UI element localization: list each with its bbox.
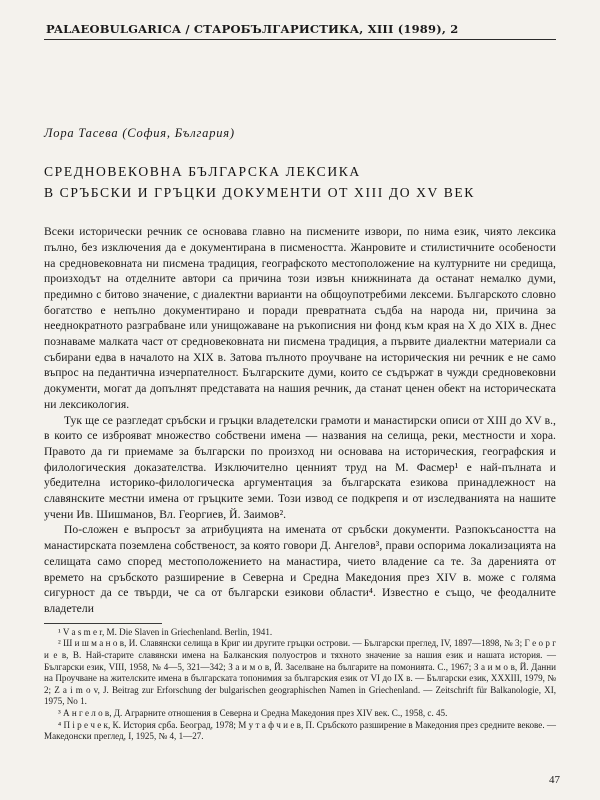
- footnote-1: ¹ V a s m e r, M. Die Slaven in Griechenland. Berlin, 1941.: [58, 626, 273, 637]
- title-line-1: СРЕДНОВЕКОВНА БЪЛГАРСКА ЛЕКСИКА: [44, 164, 361, 179]
- page-number: 47: [549, 774, 560, 786]
- paragraph-3: По-сложен е въпросът за атрибуцията на имената от сръбски документи. Разпокъсаността на манастирската поземлена собственост, за която говори Д. Ангелов³, прави оспорима локализацията на селищата само според местоположението на манастира, чието владение са те. За даренията от времето на сръбското разширение в Северна и Средна Македония през XIV в. може с голяма сигурност да се твърди, че са от български езикови области⁴. Известно е също, че феодалните владетели: [44, 523, 556, 615]
- footnote-separator: [44, 623, 162, 624]
- paragraph-2: Тук ще се разгледат сръбски и гръцки владетелски грамоти и манастирски описи от XIII до XV в., в които се изброяват множество собствени имена — названия на селища, реки, местности и хора. Правото да ги приемаме за български по произход ни основава на историческия, географския и филологическия доказателства. Изключително ценният труд на М. Фасмер¹ е най-пълната и убедителна историко-филологическа аргументация за българската езикова принадлежност на славянските местни имена от гръцките земи. Този извод се подкрепя и от изследванията на нашите учени Ив. Шишманов, Вл. Георгиев, Й. Заимов².: [44, 413, 556, 521]
- article-body: [44, 224, 556, 617]
- footnote-2: ² Ш и ш м а н о в, И. Славянски селища в Криг ии другите гръцки острови. — Български преглед, IV, 1897—1898, № 3; Г е о р г и е в, В. Най-старите славянски имена на Балканския полуостров и тяхното значение за нашия език и нашата история. — Български език, VIII, 1958, № 4—5, 321—342; З а и м о в, Й. Заселване на българите на помонията. С., 1967; З а и м о в, Й. Данни на Проучване на жителските имена в българската топонимия за българския език от VI до IX в. — Български език, XXXIII, 1979, № 2; Z a i m o v, J. Beitrag zur Erforschung der bulgarischen geographischen Namen in Griechenland. — Zeitschrift für Balkanologie, XI, 1975, No 1.: [44, 638, 556, 707]
- page-title: [44, 161, 556, 203]
- author-line: Лора Тасева (София, България): [44, 126, 235, 140]
- footnote-3: ³ А н г е л о в, Д. Аграрните отношения в Северна и Средна Македония през XIV век. С., 1958, с. 45.: [58, 708, 448, 719]
- running-head: PALAEOBULGARICA / СТАРОБЪЛГАРИСТИКА, XIII (1989), 2: [46, 22, 459, 36]
- header-rule: [44, 39, 556, 40]
- title-line-2: В СРЪБСКИ И ГРЪЦКИ ДОКУМЕНТИ ОТ XIII ДО XV ВЕК: [44, 185, 475, 201]
- footnote-4: ⁴ П i р е ч е к, К. История срба. Београд, 1978; М у т а ф ч и е в, П. Сръбското разширение в Македония през средните векове. — Македонски преглед, I, 1925, № 4, 1—27.: [44, 719, 556, 742]
- footnotes-block: [44, 627, 556, 743]
- paragraph-1: Всеки исторически речник се основава главно на писмените извори, по нима език, чиято лексика пълно, без изключения да е документирана в писмеността. Жанровите и стилистичните особености на средновековната ни писмена традиция, географското местоположение на културните ни средища, произходът на отделните автори са причина този извън книжнината да останат немалко думи, предимно с битово значение, с диалектни варианти на общоупотребими лексеми. Българското словно богатство е непълно документирано и поради превратната съдба на народа ни, причина за нееднократното разграбване или унищожаване на ръкописния ни фонд към края на Х до XIX в. Днес познаваме малката част от средновековната ни писмена традиция, а първите диалектни материали са събирани едва в началото на XIX в. Затова пълното проучване на историческия ни речник е не само въпрос на педантична изчерпателност. Българските думи, които се съдържат в чужди средновековни документи, могат да допълнят представата на нашия речник, да станат ценен обект на историческата ни лексикология.: [44, 225, 556, 411]
